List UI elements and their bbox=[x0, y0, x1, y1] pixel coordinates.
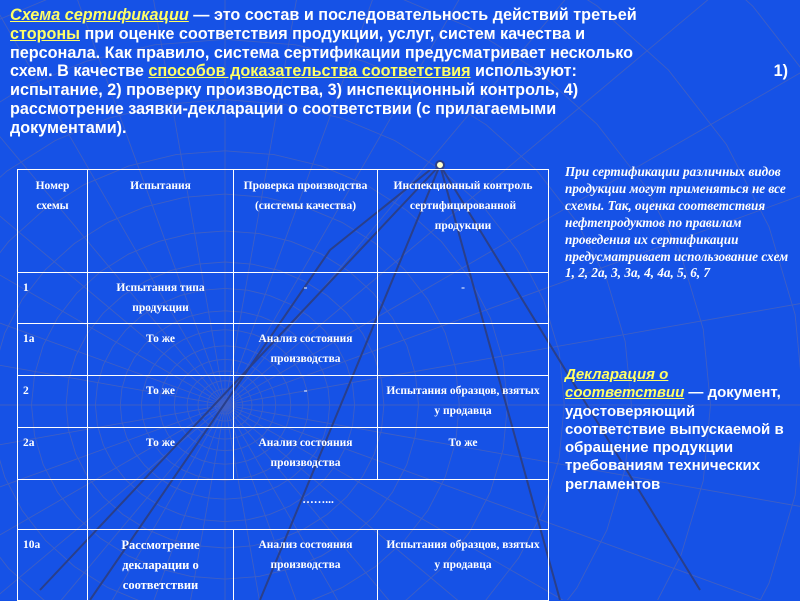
production-check-cell: Анализ состояния производства bbox=[234, 428, 378, 480]
intro-line-4 bbox=[10, 62, 788, 81]
intro-text: при оценке соответствия продукции, услуг, систем качества и bbox=[79, 24, 586, 43]
spark-icon bbox=[436, 161, 444, 169]
table-row bbox=[18, 530, 549, 601]
term-proof-methods: способов доказательства соответствия bbox=[148, 62, 471, 81]
table-row bbox=[18, 428, 549, 480]
scheme-number: 1а bbox=[18, 324, 88, 376]
production-check-cell: - bbox=[234, 273, 378, 324]
scheme-number: 10а bbox=[18, 530, 88, 601]
declaration-definition bbox=[565, 366, 790, 494]
inspection-cell bbox=[378, 324, 549, 376]
intro-line-2 bbox=[10, 25, 788, 44]
scheme-number: 2а bbox=[18, 428, 88, 480]
intro-line-6: рассмотрение заявки-декларации о соответствии (с прилагаемыми bbox=[10, 99, 557, 118]
intro-line-1 bbox=[10, 6, 788, 25]
table-row bbox=[18, 273, 549, 324]
table-row-ellipsis bbox=[18, 480, 549, 530]
inspection-cell: - bbox=[378, 273, 549, 324]
term-certification-scheme: Схема сертификации bbox=[10, 6, 189, 24]
inspection-cell: Испытания образцов, взятых у продавца bbox=[378, 530, 549, 601]
tests-cell: То же bbox=[88, 428, 234, 480]
intro-line-3: персонала. Как правило, система сертификации предусматривает несколько bbox=[10, 43, 634, 62]
header-cell: Испытания bbox=[88, 170, 234, 273]
header-cell: Номер схемы bbox=[18, 170, 88, 273]
production-check-cell: Анализ состояния производства bbox=[234, 530, 378, 601]
scheme-number: 1 bbox=[18, 273, 88, 324]
tests-cell: То же bbox=[88, 376, 234, 428]
ellipsis-cell: ……... bbox=[88, 480, 549, 530]
declaration-text: — документ, удостоверяющий соответствие выпускаемой в обращение продукции требованиям технических регламентов bbox=[565, 384, 784, 493]
term-declaration: Декларация о соответствии bbox=[565, 366, 685, 402]
table-row bbox=[18, 324, 549, 376]
production-check-cell: - bbox=[234, 376, 378, 428]
production-check-cell: Анализ состояния производства bbox=[234, 324, 378, 376]
intro-paragraph bbox=[10, 6, 788, 138]
side-note: При сертификации различных видов продукции могут применяться не все схемы. Так, оценка соответствия нефтепродуктов по правилам проведения их сертификации предусматривает использование схем 1, 2, 2а, 3, 3а, 4, 4а, 5, 6, 7 bbox=[565, 164, 789, 281]
intro-line-7: документами). bbox=[10, 118, 127, 137]
tests-cell: То же bbox=[88, 324, 234, 376]
intro-text: схем. В качестве bbox=[10, 62, 149, 81]
intro-line-5: испытание, 2) проверку производства, 3) инспекционный контроль, 4) bbox=[10, 81, 579, 100]
inspection-cell: То же bbox=[378, 428, 549, 480]
intro-text: используют: bbox=[470, 62, 577, 81]
header-cell: Проверка производства (системы качества) bbox=[234, 170, 378, 273]
inspection-cell: Испытания образцов, взятых у продавца bbox=[378, 376, 549, 428]
intro-text: 1) bbox=[773, 62, 788, 81]
tests-cell: Рассмотрение декларации о соответствии bbox=[88, 530, 234, 601]
scheme-number: 2 bbox=[18, 376, 88, 428]
term-party: стороны bbox=[10, 24, 80, 43]
intro-text: — это состав и последовательность действий третьей bbox=[188, 6, 637, 24]
tests-cell: Испытания типа продукции bbox=[88, 273, 234, 324]
header-cell: Инспекционный контроль сертифицированной продукции bbox=[378, 170, 549, 273]
table-header-row bbox=[18, 170, 549, 273]
schemes-table bbox=[17, 169, 549, 601]
table-row bbox=[18, 376, 549, 428]
scheme-number bbox=[18, 480, 88, 530]
